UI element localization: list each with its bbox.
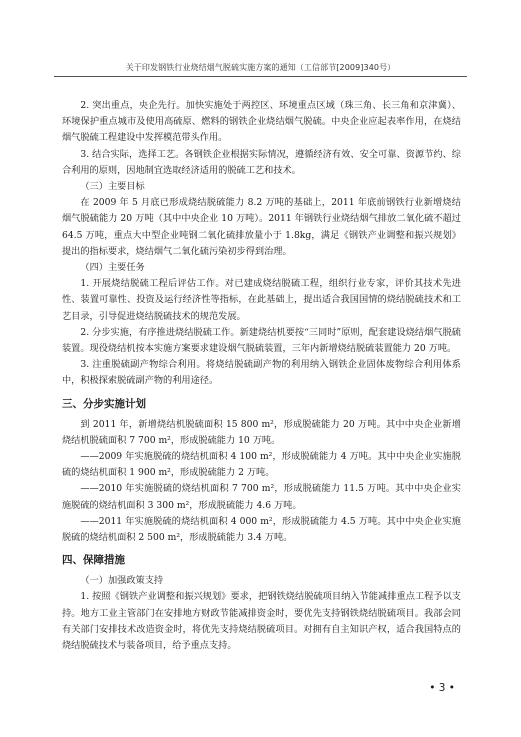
paragraph-3: 在 2009 年 5 月底已形成烧结脱硫能力 8.2 万吨的基础上，2011 年底前钢铁行业新增烧结烟气脱硫能力 20 万吨（其中中央企业 10 万吨）。2011 年钢铁行业烧结烟气排放二氧化硫不超过 64.5 万吨，重点大中型企业吨钢二氧化硫排放量小于 1.8kg，满足《钢铁产业调整和振兴规划》提出的指标要求，烧结烟气二氧化硫污染初步得到治理。 [62, 197, 461, 257]
paragraph-8: ——2009 年实施脱硫的烧结机面积 4 100 m²，形成脱硫能力 4 万吨。其中中央企业实施脱硫的烧结机面积 1 900 m²，形成脱硫能力 2 万吨。 [62, 451, 461, 479]
paragraph-2: 3. 结合实际，选择工艺。各钢铁企业根据实际情况，遵循经济有效、安全可靠、资源节约、综合利用的原则，因地制宜选取经济适用的脱硫工艺和技术。 [62, 148, 461, 176]
section-heading-plan: 三、分步实施计划 [62, 397, 146, 410]
running-header: 关于印发钢铁行业烧结烟气脱硫实施方案的通知（工信部节[2009]340号） [125, 63, 396, 72]
subsection-title-policy: （一）加强政策支持 [80, 575, 164, 587]
page-number: • 3 • [429, 682, 455, 694]
paragraph-7: 到 2011 年，新增烧结机脱硫面积 15 800 m²，形成脱硫能力 20 万吨。其中中央企业新增烧结机脱硫面积 7 700 m²，形成脱硫能力 10 万吨。 [62, 418, 461, 446]
paragraph-10: ——2011 年实施脱硫的烧结机面积 4 000 m²，形成脱硫能力 4.5 万吨。其中中央企业实施脱硫的烧结机面积 2 500 m²，形成脱硫能力 3.4 万吨。 [62, 515, 461, 544]
paragraph-11: 1. 按照《钢铁产业调整和振兴规划》要求，把钢铁烧结脱硫项目纳入节能减排重点工程予以支持。地方工业主管部门在安排地方财政节能减排资金时，要优先支持钢铁烧结脱硫项目。我部会同有关部门安排技术改造资金时，将优先支持烧结脱硫项目。对拥有自主知识产权，适合我国特点的烧结脱硫技术与装备项目，给予重点支持。 [62, 591, 461, 652]
paragraph-1: 2. 突出重点，央企先行。加快实施处于两控区、环境重点区域（珠三角、长三角和京津冀）、环境保护重点城市及使用高硫原、燃料的钢铁企业烧结烟气脱硫。中央企业应起表率作用，在烧结烟气脱硫工程建设中发挥模范带头作用。 [62, 100, 461, 144]
paragraph-9: ——2010 年实施脱硫的烧结机面积 7 700 m²，形成脱硫能力 11.5 万吨。其中中央企业实施脱硫的烧结机面积 3 300 m²，形成脱硫能力 4.6 万吨。 [62, 483, 461, 511]
subsection-title-tasks: （四）主要任务 [80, 262, 145, 274]
paragraph-5: 2. 分步实施，有序推进烧结脱硫工作。新建烧结机要按“三同时”原则，配套建设烧结烟气脱硫装置。现役烧结机按本实施方案要求建设烟气脱硫装置，三年内新增烧结脱硫装置能力 20 万吨。 [62, 326, 461, 355]
section-heading-measures: 四、保障措施 [62, 554, 125, 567]
header-rule [54, 76, 467, 77]
subsection-title-targets: （三）主要目标 [80, 181, 145, 193]
document-body [62, 98, 461, 654]
paragraph-4: 1. 开展烧结脱硫工程后评估工作。对已建成烧结脱硫工程，组织行业专家，评价其技术先进性、装置可靠性、投资及运行经济性等指标，在此基础上，提出适合我国国情的烧结脱硫技术和工艺目录，引导促进烧结脱硫技术的规范发展。 [62, 278, 461, 322]
paragraph-6: 3. 注重脱硫副产物综合利用。将烧结脱硫副产物的利用纳入钢铁企业固体废物综合利用体系中，积极探索脱硫副产物的利用途径。 [62, 359, 461, 387]
